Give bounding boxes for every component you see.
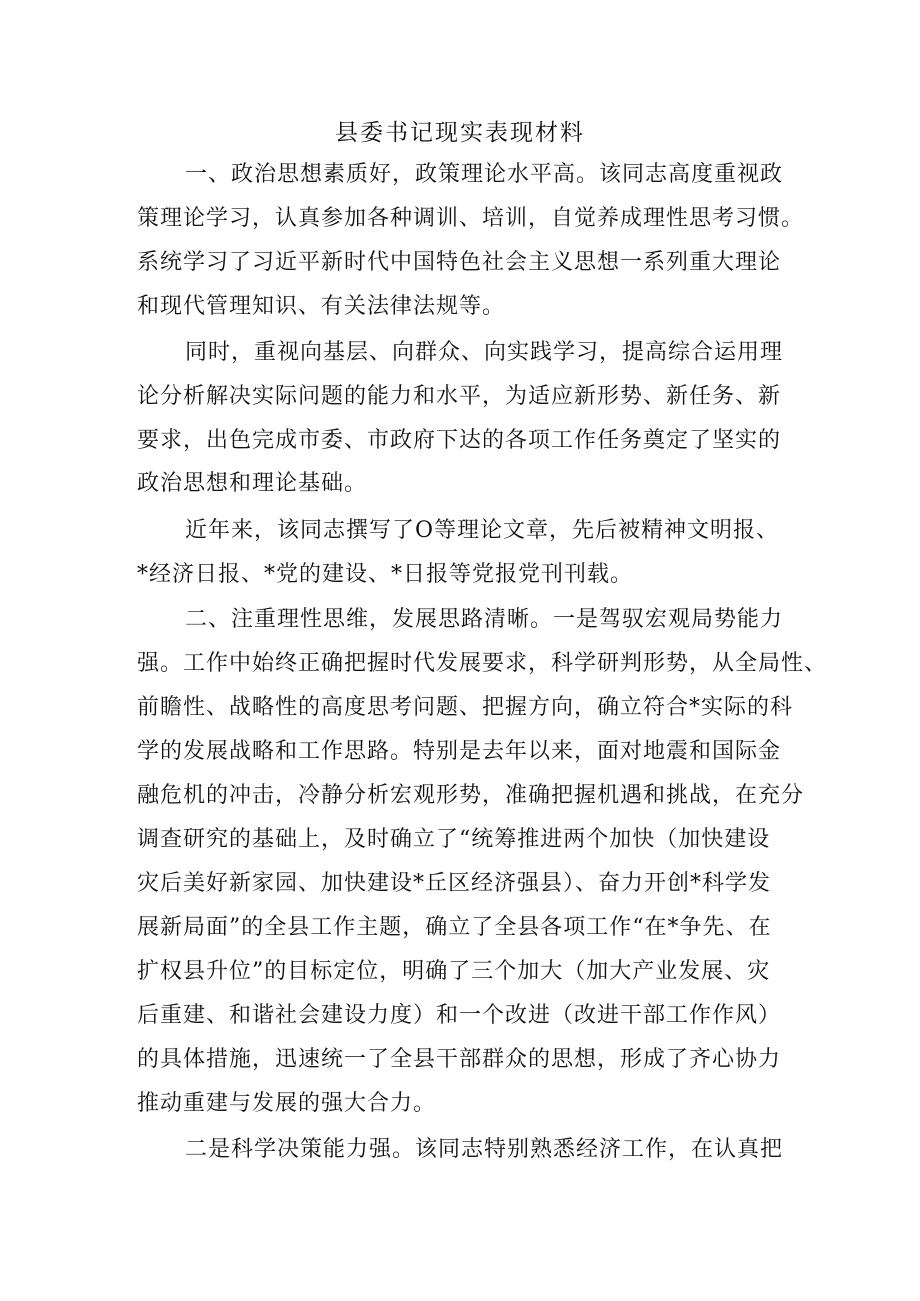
paragraph-line: 扩权县升位”的目标定位，明确了三个加大（加大产业发展、灾 [137, 959, 771, 984]
paragraph-line: 策理论学习，认真参加各种调训、培训，自觉养成理性思考习惯。 [137, 206, 805, 231]
document-title: 县委书记现实表现材料 [335, 120, 585, 146]
paragraph-line: 论分析解决实际问题的能力和水平，为适应新形势、新任务、新 [137, 384, 782, 409]
paragraph-line: 推动重建与发展的强大合力。 [137, 1091, 437, 1116]
paragraph-line: 二是科学决策能力强。该同志特别熟悉经济工作，在认真把 [185, 1137, 784, 1162]
paragraph-line: *经济日报、*党的建设、*日报等党报党刊刊载。 [137, 562, 634, 587]
paragraph-line: 要求，出色完成市委、市政府下达的各项工作任务奠定了坚实的 [137, 428, 782, 453]
paragraph-line: 融危机的冲击，冷静分析宏观形势，准确把握机遇和挑战，在充分 [137, 783, 805, 808]
paragraph-line: 强。工作中始终正确把握时代发展要求，科学研判形势，从全局性、 [137, 651, 828, 676]
paragraph-line: 灾后美好新家园、加快建设*丘区经济强县）、奋力开创*科学发 [137, 871, 772, 896]
paragraph-line: 系统学习了习近平新时代中国特色社会主义思想一系列重大理论 [137, 250, 782, 275]
paragraph-line: 二、注重理性思维，发展思路清晰。一是驾驭宏观局势能力 [185, 607, 784, 632]
paragraph-line: 前瞻性、战略性的高度思考问题、把握方向，确立符合*实际的科 [137, 695, 794, 720]
paragraph-line: 政治思想和理论基础。 [137, 471, 368, 496]
paragraph-line: 的具体措施，迅速统一了全县干部群众的思想，形成了齐心协力 [137, 1047, 782, 1072]
paragraph-line: 后重建、和谐社会建设力度）和一个改进（改进干部工作作风） [137, 1003, 782, 1028]
paragraph-line: 调查研究的基础上，及时确立了“统筹推进两个加快（加快建设 [137, 827, 771, 852]
paragraph-line: 和现代管理知识、有关法律法规等。 [137, 294, 506, 319]
paragraph-line: 一、政治思想素质好，政策理论水平高。该同志高度重视政 [185, 162, 784, 187]
paragraph-line: 学的发展战略和工作思路。特别是去年以来，面对地震和国际金 [137, 739, 782, 764]
paragraph-line: 近年来，该同志撰写了O等理论文章，先后被精神文明报、 [185, 518, 780, 543]
paragraph-line: 展新局面”的全县工作主题，确立了全县各项工作“在*争先、在 [137, 915, 772, 940]
paragraph-line: 同时，重视向基层、向群众、向实践学习，提高综合运用理 [185, 340, 784, 365]
